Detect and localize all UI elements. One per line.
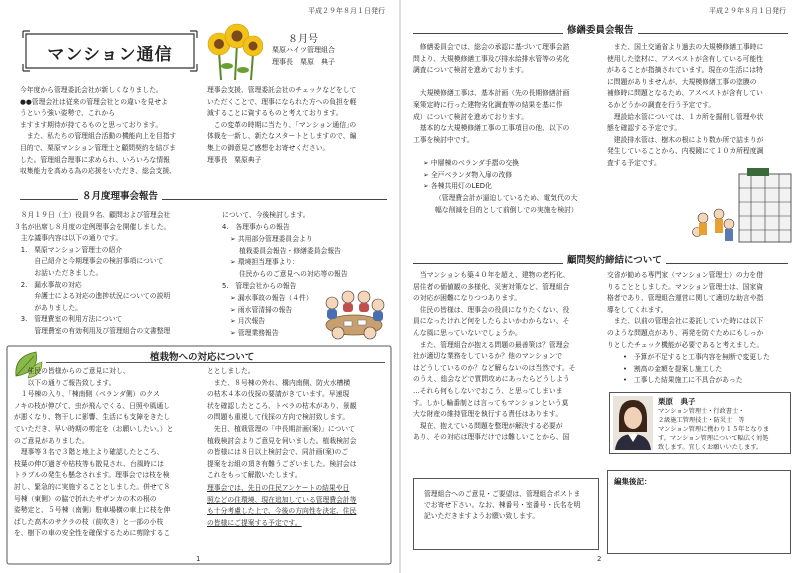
meeting-report-text: ８月１９日（土）役員９名、顧問および管理会社 ３名が出席し８月度の定例理事会を開催しました。 主な議事内容は以下の通りです。 1. 栗原マンション管理士の紹介 自己紹介と今期理事会の検討事項について お話いただきました。 2. 漏水事故の対応 弁護士による対応の進捗状況についての説明 がありました。 3. 管理費室の利用方法について 管理費室の有効利用及び管理組合の文書整理	[14, 211, 171, 335]
meeting-report-items: について、今後検討します。 4. 各理事からの報告	[222, 211, 310, 231]
masthead	[22, 28, 198, 72]
list-item: ➢ 環境担当理事より：	[230, 258, 300, 267]
advisory-heading: 顧問契約締結について	[563, 252, 666, 266]
management-report-list	[230, 293, 313, 339]
list-item: • 割高の金額を提案し施工した	[623, 364, 723, 373]
intro-text-right: 理事会支援、管理委託会社のチェックなどをして いただくことで、理事になられた方への負担を軽 減することに資するものと考えております。 この変革の時期に当たり、｢マンション通信｣の 体裁を一新し、新たなスタートとしますので、編 集上の御意見ご感想をお寄せください。 理事長 栗原典子	[207, 86, 357, 164]
advisory-header	[413, 252, 788, 268]
construction-illustration	[689, 168, 797, 248]
meeting-illustration	[318, 285, 390, 343]
divider	[46, 362, 385, 363]
consultant-photo	[613, 396, 653, 450]
advisory-text-left: 当マンションも築４０年を超え、建物の老朽化、 居住者の価値観の多様化、災害対策など、管理組合 の対応が困難になりつつあります。 住民の皆様は、理事会の役員になりたくない、役 員になったけれど何をしたらよいかわからない、そ んな風に思っていないでしょうか。 また、管理組合が抱える問題の最善策は？管理会 社が適切な業務をしているか？他のマンションで はどうしているのか？など解らないのは当然です。そ のうえ、総会などで質問攻めにあったらどうしよう …それら何もしないでおこう、と思ってしまいま す。しかし輪番制とは言ってもマンションという莫 大な財産の維持管理を執行する責任はあります。 現在、抱えている問題を整理が解決する必要が あり、その対応は理事だけでは難しいことから、国	[413, 271, 576, 442]
page-number: 2	[597, 555, 602, 563]
editor-note-box	[607, 470, 791, 554]
planting-text-right: ととしました。 また、８号棟の外れ、構内南側、防火水槽横 の枯木４本の伐採の要請がきています。早速現 状を確認したところ、トベラの枯木があり、景観 の問題も重視して伐採の方向で検討致します。 先日、植栽管理の「中長期計画(案)」について 植栽検討会よりご意見を伺いました。植栽検討会 の皆様には８日以上検討会で、同計画(案)のご 提案をお組の頂き有難うございました。検討会は これをもって解散いたします。	[207, 367, 357, 480]
led-note: （管理費会計が逼迫しているため、電気代の大 幅な削減を目的として前倒しでの実施を検討）	[435, 194, 578, 214]
issue-date: 平成２９年８月１日発行	[709, 7, 786, 15]
intro-text-left: 今年度から管理委託会社が新しくなりました。 ●●管理会社は従来の管理会社との違いを見せよ うという強い姿勢で、これから ますます期待が持てるものと思っております。 また、私たちの管理組合活動の機能向上を目指す 目的で、栗原マンション管理士と顧問契約を結びま した。管理組合理事に求められ、いろいろな情報 収集能力を高める為の応援をいただき、総会支援、	[20, 86, 177, 176]
page-1	[0, 0, 399, 573]
list-item: ➢ 管理業務報告	[230, 328, 279, 337]
consultant-profile	[609, 392, 791, 454]
repair-text-left: 修繕委員会では、総会の承認に基づいて理事会諮 問より、大規模修繕工事及び排水給排水管等の劣化 調査について検討を進めております。 大規模修繕工事は、基本計画（先の長期修繕計画 案策定時に行った建物劣化調査等の結果を基に作 成）について検討を進めております。 基本的な大規模修繕工事の工事項目の他、以下の 工事を検討中です。	[413, 43, 570, 144]
feedback-box	[413, 478, 599, 550]
planting-heading: 植栽物への対応について	[150, 352, 255, 363]
list-item: ➢ 漏水事故の報告（４件）	[230, 294, 313, 302]
past-issues-list	[623, 352, 770, 387]
list-item: 住民からのご意見への対応等の報告	[238, 269, 348, 278]
list-item: ➢ 中層棟のベランダ手摺の交換	[423, 159, 519, 167]
repair-item-list	[423, 158, 519, 193]
list-item: ➢ 共用部分管理委員会より	[230, 235, 313, 243]
issue-date: 平成２９年８月１日発行	[308, 7, 385, 15]
list-item: • 工事した結果施工に不具合があった	[623, 376, 743, 385]
advisory-text-right: 交省が勧める専門家（マンション管理士）の力を借 りることとしました。マンション管理士は、国家資 格者であり、管理組合運営に関して適切な助言や指 導をしてくれます。 また、以前の管理会社に委託していた時には以下 のような問題点があり、再発を防ぐためにもしっか りとしたチェック機能が必要であると考えました。	[607, 271, 764, 349]
list-item: ➢ 月次報告	[230, 317, 266, 326]
feedback-text: 管理組合へのご意見・ご要望は、管理組合ポストま でお寄せ下さい。なお、棟番号・室番号・氏名を明 記いただきますようお願い致します。	[424, 490, 581, 520]
planting-conclusion: 理事会では、先日の住民アンケートの結果や日 照などの住環境、現在追加している管理費会計等 も十分考慮した上で、今後の方向性を決定、住民 の皆様にご提案する予定です。	[207, 484, 357, 527]
editor-note-label: 編集後記：	[614, 477, 652, 486]
management-report-title: 5. 管理会社からの報告	[222, 282, 297, 290]
list-item: ➢ 各棟共用灯のLED化	[423, 182, 492, 191]
issue-month: ８月号	[288, 34, 318, 45]
planting-text-left: 住民の皆様からのご意見に対し、 以下の通りご報告致します。 １号棟の入り、｢棟南側（ベランダ側）のクス ノキの枝が伸びて、虫が飛んでくる、日照や風通し が悪くなり、物干しに影響、生活にも支障をきたし ていただき、早い時期の剪定を（お願いしたい。）と のご意見がありました。 理事等３名で３階と地上より確認したところ、 枝葉の伸び過ぎや枯枝等も散見され、台風時には トラブルの発生も懸念されます。理事会では枝を検 討し、緊急的に実施することとしました。併せて８ 号棟（東側）の脇で折れたサザンカの木の根の 姿勢定と、５号棟（南側）駐車場横の車上に枝を伸 ばした高木のサクラの枝（前吹き）と一部の小枝 を、樹下の車の安全性を確保するために剪除するこ	[14, 367, 174, 538]
meeting-report-header	[20, 188, 387, 204]
repair-committee-heading: 修繕委員会報告	[563, 22, 638, 36]
consultant-name: 栗原 典子	[658, 397, 696, 406]
meeting-report-heading: ８月度理事会報告	[78, 188, 162, 202]
page-2	[401, 0, 800, 573]
repair-text-right: また、国土交通省より過去の大規模修繕工事時に 使用した塗材に、アスベストが含有している可能性 があることが指摘されています。現在の生活には特 に問題がありませんが、大規模修繕工事の塗膜の 補修時に問題となるため、アスベストが含有してい るかどうかの調査を行う予定です。 理設給水管については、１カ所を掘削し管理や状 態を確認する予定です。 建設排水管は、樹木の根により数か所で詰まりが 発生していることから、内視鏡にて１０カ所程度調 査する予定です。	[607, 43, 764, 167]
newsletter-title: マンション通信	[47, 45, 173, 65]
publisher-chair: 理事長 栗原 典子	[272, 58, 335, 66]
list-item: ➢ 全戸ベランダ物入扉の改修	[423, 170, 513, 179]
list-item: • 予算が不足すると工事内容を無断で変更した	[623, 353, 770, 361]
page-number: 1	[196, 555, 201, 563]
repair-committee-header	[413, 22, 788, 38]
publisher-org: 栗原ハイツ管理組合	[272, 46, 335, 54]
list-item: 植栽委員会報告・修繕委員会報告	[238, 246, 341, 255]
committee-report-list	[230, 234, 348, 280]
list-item: ➢ 雨水管清掃の報告	[230, 305, 293, 314]
consultant-description: マンション管理士・行政書士・ ２級施工管理技士・防災士 等 マンション管理に携わり１５年となりま す。マンション管理について幅広く対処 致します。宜しくお願いいたします。	[658, 408, 770, 451]
sunflower-illustration	[205, 22, 263, 80]
